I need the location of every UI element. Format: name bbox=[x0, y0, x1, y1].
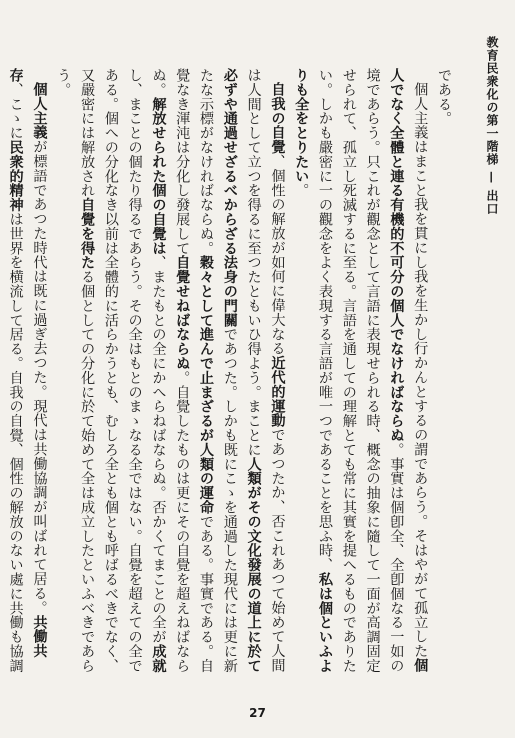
text-segment: である。 bbox=[436, 68, 452, 126]
emphasis-text: 自覺を得た bbox=[79, 197, 96, 270]
text-segment: 。自覺したものは更にその自覺を超えねばならぬ。 bbox=[150, 68, 191, 673]
page-number: 27 bbox=[249, 706, 266, 720]
text-segment: 。 bbox=[293, 183, 310, 198]
running-header: 教育民衆化の第一階梯 — 出口 bbox=[485, 36, 499, 216]
paragraph bbox=[0, 68, 50, 678]
emphasis-text: 個人でなく全體と連る有機的不可分の個人でなければならぬ bbox=[388, 68, 429, 673]
emphasis-text: 共働共存 bbox=[7, 68, 48, 659]
emphasis-text: 解放せられた個の自覺は bbox=[150, 96, 167, 256]
emphasis-text: 成就 bbox=[150, 644, 167, 673]
text-segment: 個人主義はまこと我を貫にし我を生かし行かんとするの謂であらう。そはやがて孤立した bbox=[412, 82, 429, 659]
emphasis-text: 自覺せねばならぬ bbox=[174, 255, 191, 371]
emphasis-text: 個人主義 bbox=[31, 82, 48, 140]
emphasis-text: 人類がその文化發展の道上に於て必ずや通過せざるべからざる法身の門關 bbox=[221, 68, 262, 673]
paragraph bbox=[50, 68, 288, 678]
emphasis-text: 穀々として進んで止まざるが人類の運命 bbox=[198, 255, 215, 515]
emphasis-text: 近代的運動 bbox=[269, 355, 286, 428]
emphasis-text: 民衆的精神 bbox=[7, 140, 24, 213]
text-segment: 、またもとの全にかへらねばならぬ。否かくてまことの全が bbox=[150, 255, 167, 645]
text-segment: る個としての分化に於て始めて全は成立したといふべきであらう。 bbox=[55, 68, 96, 673]
text-segment: であつたか、否これあつて始めて人間は人間として立つを得るに至つたともいひ得よう。まことに bbox=[245, 68, 286, 673]
paragraph bbox=[431, 68, 455, 678]
text-segment: は世界を横流して居る。自我の自覺、個性の解放のない處に共働も協調 bbox=[7, 212, 24, 673]
paragraph bbox=[288, 68, 431, 678]
emphasis-text: 自我の自覺 bbox=[269, 82, 286, 155]
text-segment: し、まことの個たり得るであらう。その全はもとのまゝなる全ではない。自覺を超えての全である。個への分化なき以前は全體的に活らかうとも、むしろ全とも個とも呼ばるべきでなく、又嚴密には解放され bbox=[79, 68, 143, 673]
text-segment: が標語であつた時代は既に過ぎ去つた。現代は共働協調が叫ばれて居る。 bbox=[31, 139, 48, 615]
text-segment: であつた。しかも既にこゝを通過した現代には更に新たな示標がなければならぬ。 bbox=[198, 68, 238, 673]
emphasis-text: 私は個といふよりも全をとりたい bbox=[293, 68, 334, 673]
body-text bbox=[7, 68, 455, 678]
text-segment: 。事實は個卽全、全卽個なる一如の境であらう。只これが觀念として言語に表現せられる時、概念の抽象に隨して一面が高調固定せられて、孤立し死滅するに至る。言語を通しての理解とても常に其實を提へるものでありたい。しかも嚴密に一の觀念をよく表現する言語が唯一つであることを思ふ時、 bbox=[317, 68, 405, 673]
text-segment: 、こゝに bbox=[7, 82, 24, 141]
text-segment: 、個性の解放が如何に偉大なる bbox=[269, 154, 286, 356]
text-segment: である。事實である。自覺なき渾沌は分化し發展して bbox=[174, 68, 215, 673]
